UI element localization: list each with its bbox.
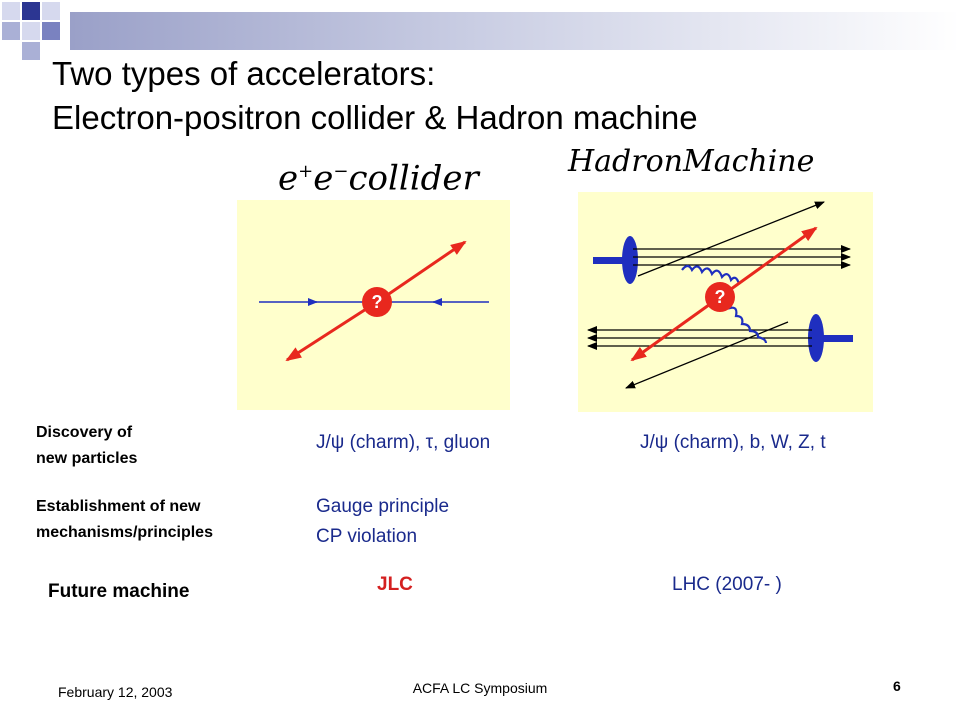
proton-right-bar: [821, 335, 853, 342]
establishment-label-line-2: mechanisms/principles: [36, 524, 213, 541]
hadron-product-up: [720, 228, 816, 297]
ee-collider-diagram: [237, 200, 510, 410]
footer-center-text: ACFA LC Symposium: [412, 680, 548, 696]
ee-formula-sup-plus: +: [298, 161, 314, 182]
hadron-future-machine: LHC (2007- ): [672, 574, 782, 595]
discovery-label-line-1: Discovery of: [36, 424, 133, 441]
hadron-question-mark: ?: [714, 287, 726, 307]
ee-establishment-text: [316, 492, 449, 552]
establishment-line-cp: CP violation: [316, 526, 418, 547]
slide-title: [52, 52, 932, 140]
ee-future-machine: JLC: [377, 574, 413, 595]
hadron-machine-formula: HadronMachine: [568, 144, 815, 179]
header-gradient-bar: [70, 12, 960, 50]
discovery-row-label: [36, 420, 137, 472]
ee-formula-rest: collider: [348, 158, 479, 199]
title-line-2: Electron-positron collider & Hadron machine: [52, 99, 698, 136]
ee-formula-sup-minus: −: [333, 161, 349, 182]
spectator-jet-lower: [626, 322, 788, 388]
ee-collider-formula: e+e−collider: [278, 158, 479, 199]
footer-date: February 12, 2003: [58, 684, 173, 700]
ee-question-mark: ?: [371, 292, 383, 312]
establishment-row-label: [36, 494, 213, 546]
corner-squares-decoration: [0, 0, 80, 60]
title-line-1: Two types of accelerators:: [52, 55, 436, 92]
proton-left: [622, 236, 638, 284]
page-number: 6: [893, 678, 901, 694]
future-row-label: Future machine: [48, 581, 190, 602]
establishment-line-gauge: Gauge principle: [316, 496, 450, 517]
ee-discovery-text: J/ψ (charm), τ, gluon: [316, 432, 491, 453]
proton-left-bar: [593, 257, 625, 264]
hadron-discovery-text: J/ψ (charm), b, W, Z, t: [640, 432, 826, 453]
hadron-machine-diagram: [578, 192, 873, 412]
establishment-label-line-1: Establishment of new: [36, 498, 201, 515]
discovery-label-line-2: new particles: [36, 450, 138, 467]
gluon-upper: [682, 266, 739, 284]
